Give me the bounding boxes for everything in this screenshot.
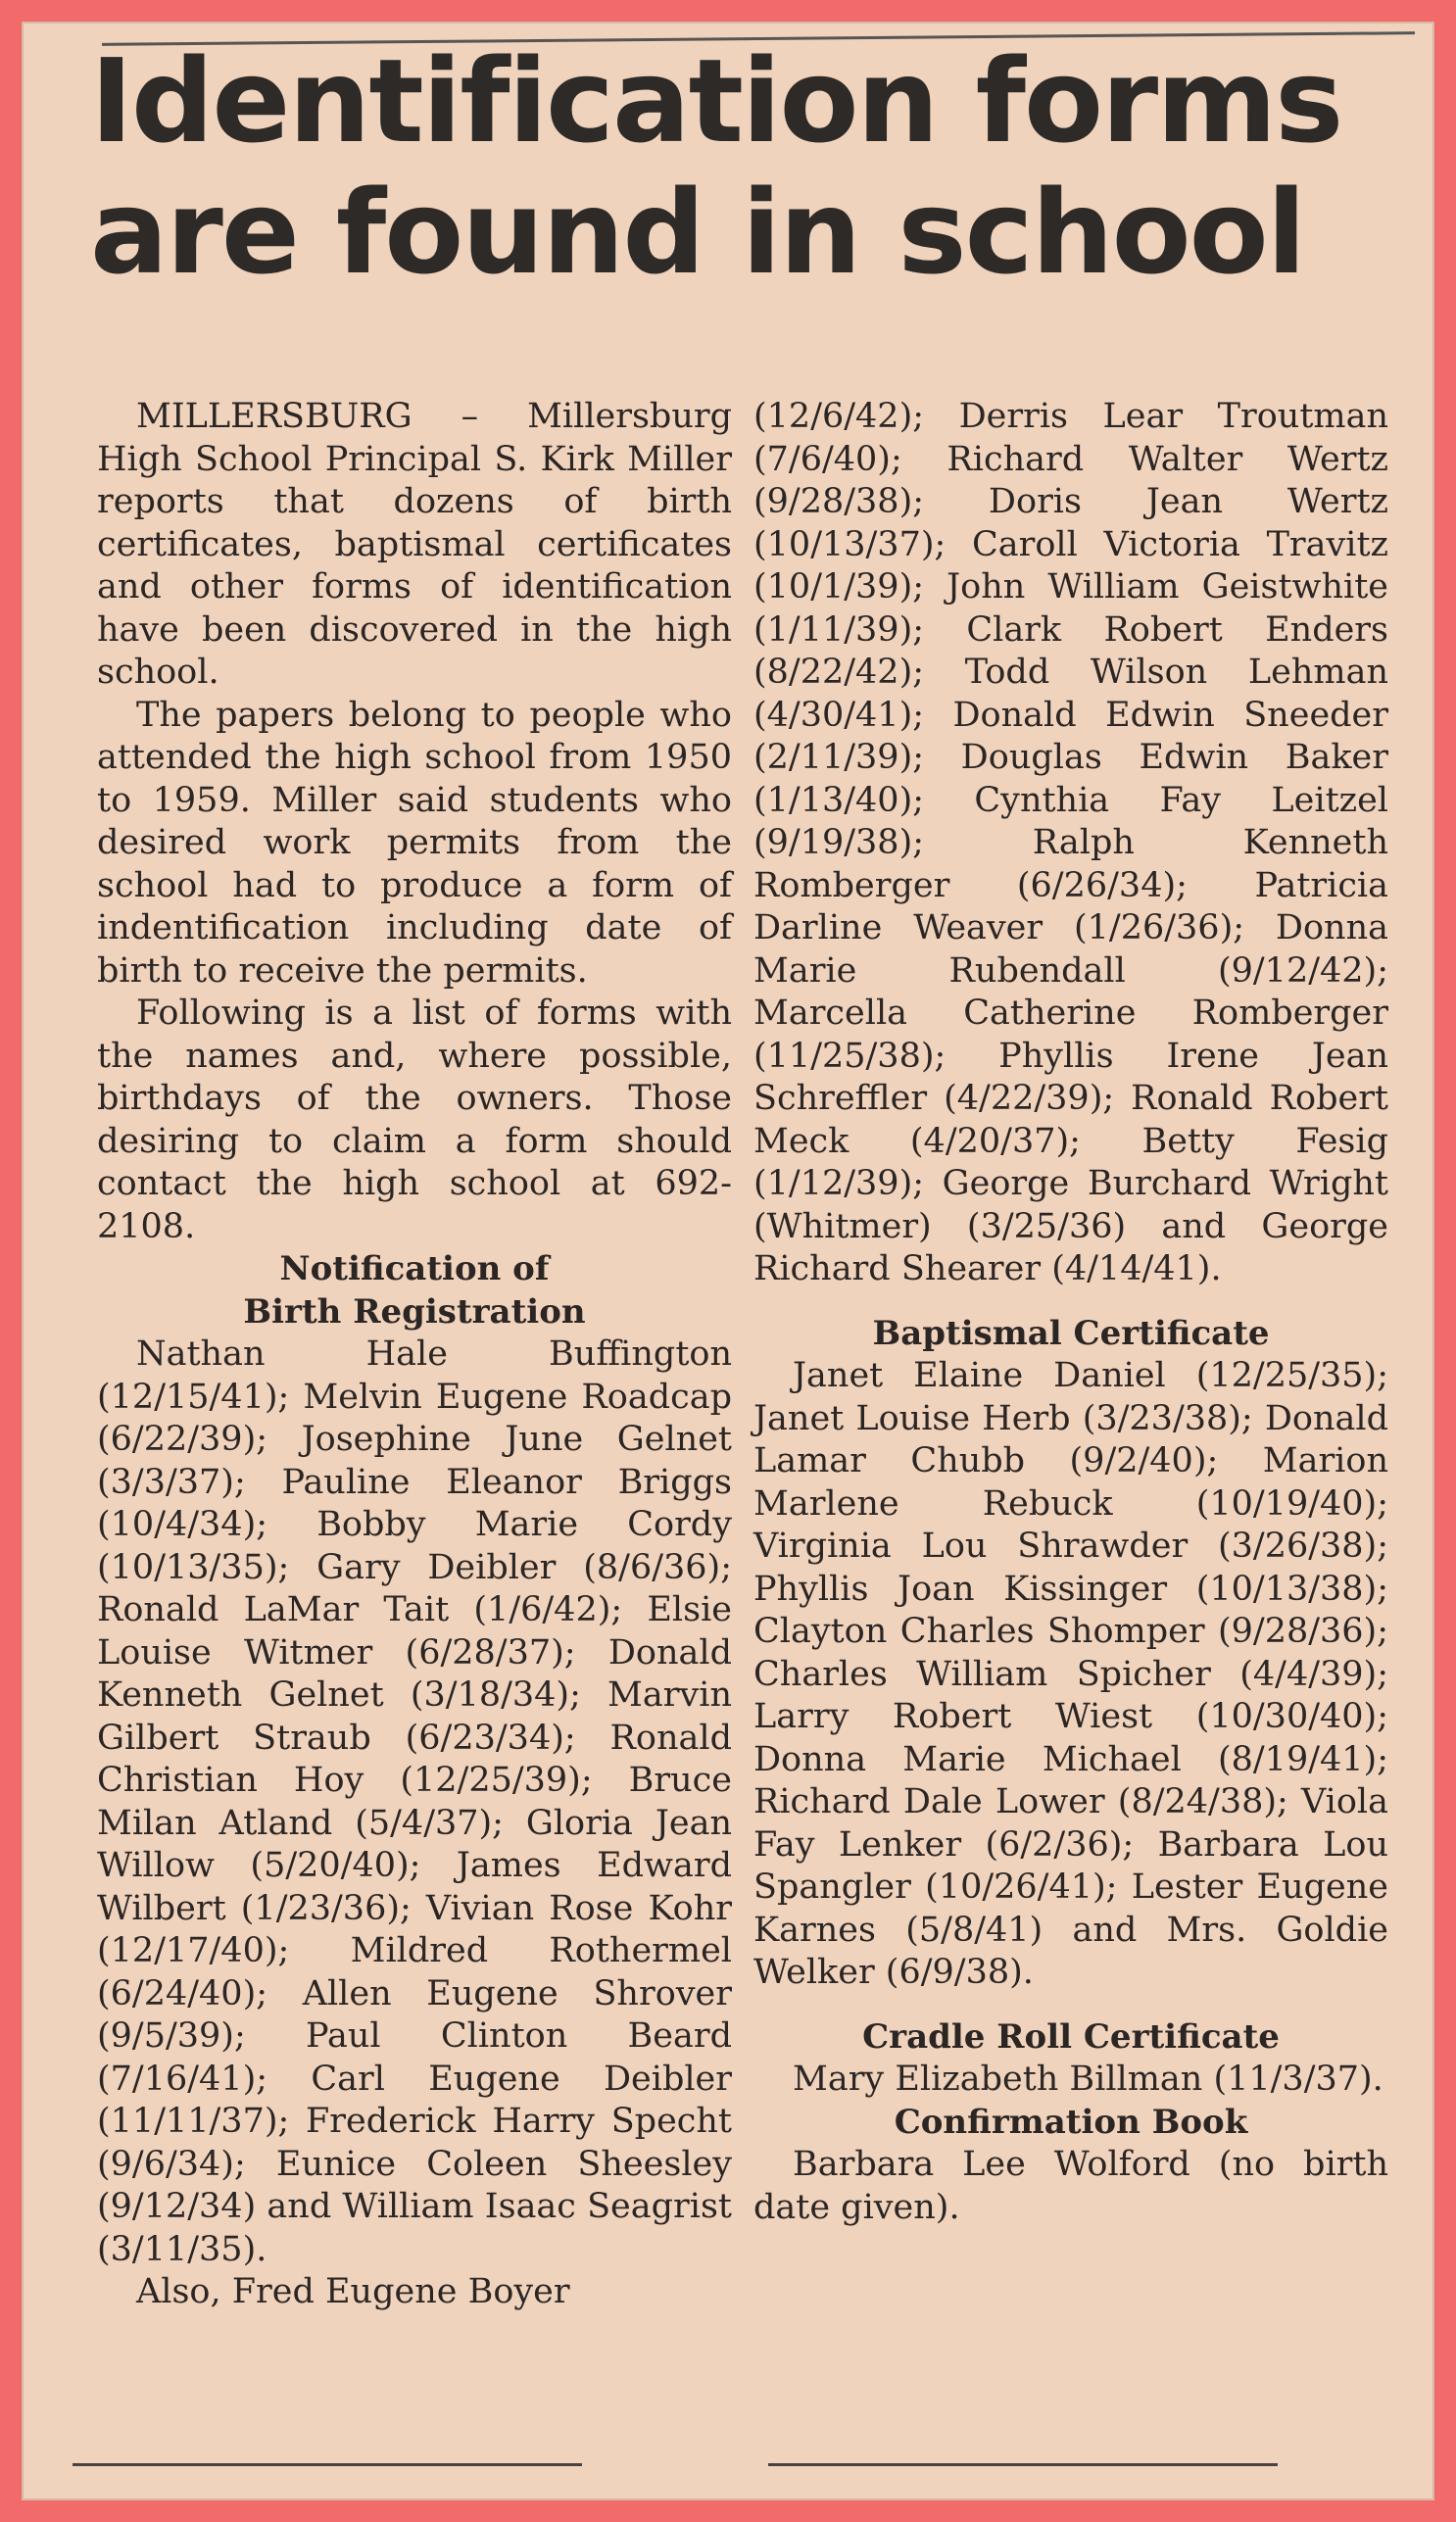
baptismal-list: Janet Elaine Daniel (12/25/35); Janet Louise Herb (3/23/38); Donald Lamar Chubb (9/2/40); Marion Marlene Rebuck (10/19/40); Virginia Lou Shrawder (3/26/38); Phyllis Joan Kissinger (10/13/38); Clayton Charles Shomper (9/28/36); Charles William Spicher (4/4/39); Larry Robert Wiest (10/30/40); Donna Marie Michael (8/19/41); Richard Dale Lower (8/24/38); Viola Fay Lenker (6/2/36); Barbara Lou Spangler (10/26/41); Lester Eugene Karnes (5/8/41) and Mrs. Goldie Welker (6/9/38). <box>753 1356 1388 1992</box>
birth-registration-heading <box>97 1248 732 1334</box>
headline-line-2: are found in school <box>90 165 1305 300</box>
bottom-rule-left <box>73 2463 582 2466</box>
cradle-roll-heading: Cradle Roll Certificate <box>862 2016 1280 2057</box>
list-intro-paragraph: Following is a list of forms with the names and, where possible, birthdays of the owners. Those desiring to claim a form should contact the high school at 692-2108. <box>97 994 732 1246</box>
left-column <box>97 396 732 2314</box>
confirmation-book-heading: Confirmation Book <box>894 2102 1248 2142</box>
cradle-roll-list: Mary Elizabeth Billman (11/3/37). <box>793 2060 1383 2099</box>
right-column <box>753 396 1388 2229</box>
bottom-rule-right <box>768 2463 1278 2466</box>
also-paragraph: Also, Fred Eugene Boyer <box>136 2272 570 2311</box>
birth-registration-heading-line-1: Notification of <box>279 1249 550 1288</box>
headline <box>90 35 1403 298</box>
headline-line-1: Identification forms <box>90 33 1342 169</box>
confirmation-list: Barbara Lee Wolford (no birth date given). <box>753 2145 1388 2227</box>
newspaper-clipping <box>22 22 1434 2500</box>
baptismal-certificate-heading: Baptismal Certificate <box>872 1313 1270 1353</box>
birth-registration-list: Nathan Hale Buffington (12/15/41); Melvin Eugene Roadcap (6/22/39); Josephine June Gelnet (3/3/37); Pauline Eleanor Briggs (10/4/34); Bobby Marie Cordy (10/13/35); Gary Deibler (8/6/36); Ronald LaMar Tait (1/6/42); Elsie Louise Witmer (6/28/37); Donald Kenneth Gelnet (3/18/34); Marvin Gilbert Straub (6/23/34); Ronald Christian Hoy (12/25/39); Bruce Milan Atland (5/4/37); Gloria Jean Willow (5/20/40); James Edward Wilbert (1/23/36); Vivian Rose Kohr (12/17/40); Mildred Rothermel (6/24/40); Allen Eugene Shrover (9/5/39); Paul Clinton Beard (7/16/41); Carl Eugene Deibler (11/11/37); Frederick Harry Specht (9/6/34); Eunice Coleen Sheesley (9/12/34) and William Isaac Seagrist (3/11/35). <box>97 1334 732 2269</box>
intro-paragraph: MILLERSBURG – Millersburg High School Principal S. Kirk Miller reports that dozens of birth certificates, baptismal certificates and other forms of identification have been discovered in the high school. <box>97 397 732 692</box>
birth-registration-heading-line-2: Birth Registration <box>243 1291 586 1332</box>
continued-list: (12/6/42); Derris Lear Troutman (7/6/40); Richard Walter Wertz (9/28/38); Doris Jean Wertz (10/13/37); Caroll Victoria Travitz (10/1/39); John William Geistwhite (1/11/39); Clark Robert Enders (8/22/42); Todd Wilson Lehman (4/30/41); Donald Edwin Sneeder (2/11/39); Douglas Edwin Baker (1/13/40); Cynthia Fay Leitzel (9/19/38); Ralph Kenneth Romberger (6/26/34); Patricia Darline Weaver (1/26/36); Donna Marie Rubendall (9/12/42); Marcella Catherine Romberger (11/25/38); Phyllis Irene Jean Schreffler (4/22/39); Ronald Robert Meck (4/20/37); Betty Fesig (1/12/39); George Burchard Wright (Whitmer) (3/25/36) and George Richard Shearer (4/14/41). <box>753 397 1388 1288</box>
papers-paragraph: The papers belong to people who attended the high school from 1950 to 1959. Miller said students who desired work permits from the school had to produce a form of indentification including date of birth to receive the permits. <box>97 695 732 991</box>
